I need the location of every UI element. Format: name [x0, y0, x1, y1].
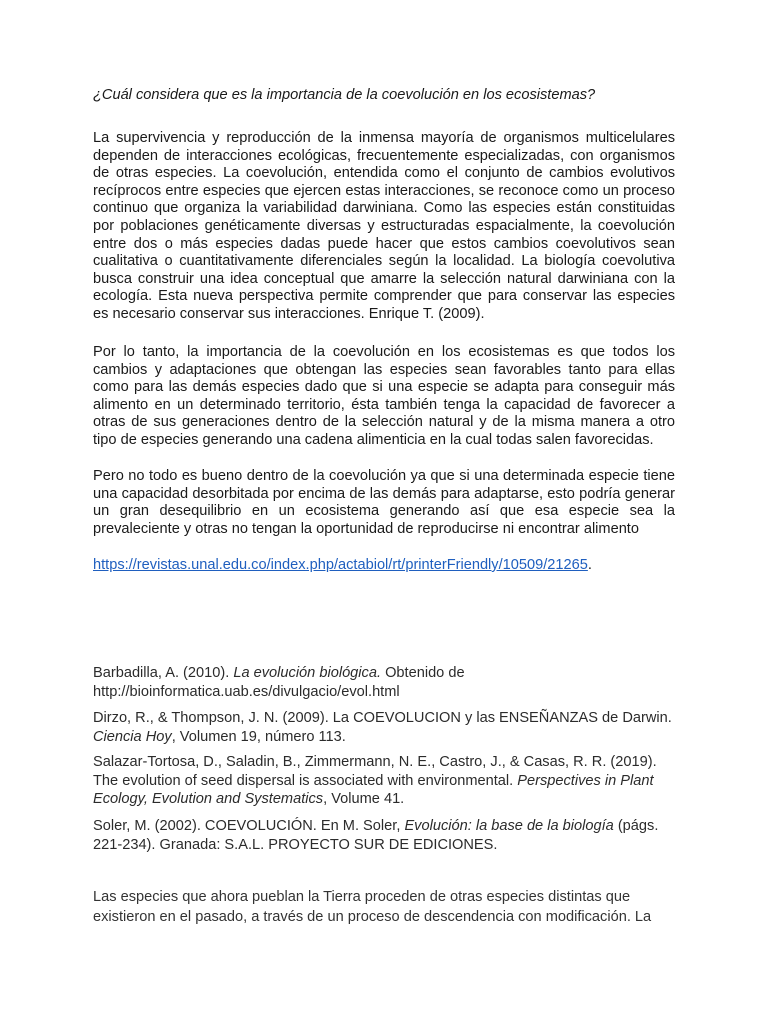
paragraph-2: Por lo tanto, la importancia de la coevolución en los ecosistemas es que todos los cambios y adaptaciones que obtengan las especies sean favorables tanto para ellas como para las demás especies dado que si una especie se adapta para conseguir más alimento en un determinado territorio, ésta también tenga la capacidad de favorecer a otras de sus generaciones dentro de la selección natural y de la misma manera a otro tipo de especies generando una cadena alimenticia en la cual todas salen favorecidas.: [93, 344, 675, 448]
reference-4-book: Evolución: la base de la biología: [404, 818, 614, 834]
source-link-suffix: .: [587, 557, 592, 573]
reference-2-author: Dirzo, R., & Thompson, J. N. (2009). La COEVOLUCION y las ENSEÑANZAS de Darwin.: [93, 710, 672, 726]
paragraph-3: Pero no todo es bueno dentro de la coevolución ya que si una determinada especie tiene una capacidad desorbitada por encima de las demás para adaptarse, esto podría generar un gran desequilibrio en un ecosistema generando así que esa especie sea la prevaleciente y otras no tengan la oportunidad de reproducirse ni encontrar alimento: [93, 468, 675, 537]
reference-1: [93, 664, 683, 701]
question-heading: ¿Cuál considera que es la importancia de la coevolución en los ecosistemas?: [93, 87, 596, 103]
paragraph-1: La supervivencia y reproducción de la inmensa mayoría de organismos multicelulares dependen de interacciones ecológicas, frecuentemente especializadas, con organismos de otras especies. La coevolución, entendida como el conjunto de cambios evolutivos recíprocos entre especies que ejercen estas interacciones, se reconoce como un proceso continuo que organiza la variabilidad darwiniana. Como las especies están constituidas por poblaciones genéticamente diversas y estructuradas espacialmente, la coevolución entre dos o más especies dadas puede hacer que estos cambios coevolutivos sean cualitativa o cuantitativamente diferenciales según la localidad. La biología coevolutiva busca construir una idea conceptual que amarre la selección natural darwiniana con la ecología. Esta nueva perspectiva permite comprender que para conservar las especies es necesario conservar sus interacciones. Enrique T. (2009).: [93, 130, 675, 322]
reference-1-rest: Obtenido de http://bioinformatica.uab.es/divulgacio/evol.html: [93, 665, 465, 700]
reference-3-journal: Perspectives in Plant Ecology, Evolution and Systematics: [93, 772, 654, 807]
reference-1-author: Barbadilla, A. (2010).: [93, 665, 234, 681]
source-link-line: [93, 556, 675, 574]
reference-3-rest: , Volume 41.: [323, 791, 405, 807]
reference-4: [93, 817, 683, 854]
reference-1-title: La evolución biológica.: [233, 665, 382, 681]
reference-2-journal: Ciencia Hoy: [93, 728, 172, 745]
reference-4-rest: (págs. 221-234). Granada: S.A.L. PROYECTO SUR DE EDICIONES.: [93, 818, 659, 853]
reference-4-author: Soler, M. (2002). COEVOLUCIÓN. En M. Soler,: [93, 818, 405, 834]
reference-2-rest: , Volumen 19, número 113.: [171, 728, 346, 745]
reference-3: [93, 753, 683, 809]
source-link[interactable]: https://revistas.unal.edu.co/index.php/actabiol/rt/printerFriendly/10509/21265: [93, 557, 588, 573]
reference-2: [93, 709, 683, 746]
trailing-paragraph: Las especies que ahora pueblan la Tierra proceden de otras especies distintas que existieron en el pasado, a través de un proceso de descendencia con modificación. La: [93, 889, 652, 925]
reference-3-author: Salazar-Tortosa, D., Saladin, B., Zimmermann, N. E., Castro, J., & Casas, R. R. (2019). The evolution of seed dispersal is associated with environmental.: [93, 754, 657, 789]
